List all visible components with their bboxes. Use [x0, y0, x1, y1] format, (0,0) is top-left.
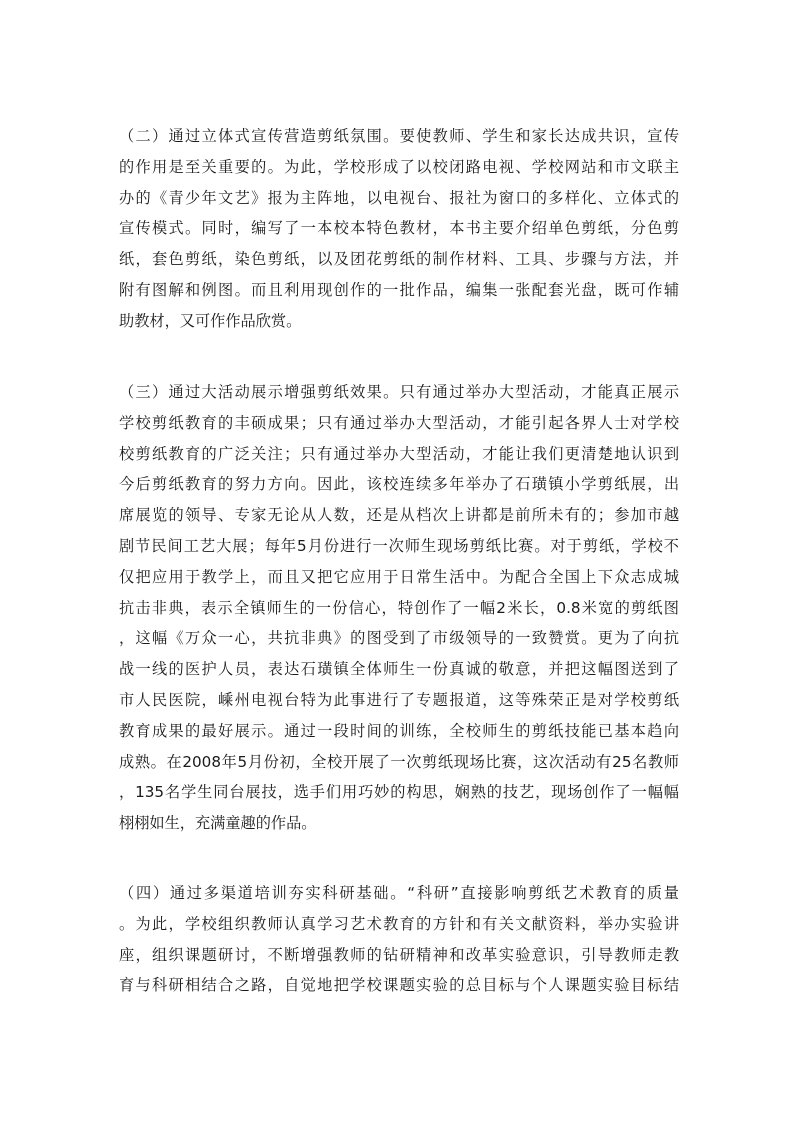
paragraph-3-activities — [119, 377, 679, 839]
paragraph-4-research — [119, 878, 679, 1001]
text-line: 育与科研相结合之路，自觉地把学校课题实验的总目标与个人课题实验目标结 — [119, 976, 679, 995]
text-line-last: 栩栩如生，充满童趣的作品。 — [119, 814, 317, 833]
text-line: 席展览的领导、专家无论从人数，还是从档次上讲都是前所未有的；参加市越 — [119, 506, 679, 525]
text-line: 校剪纸教育的广泛关注；只有通过举办大型活动，才能让我们更清楚地认识到 — [119, 444, 679, 463]
text-line: 办的《青少年文艺》报为主阵地，以电视台、报社为窗口的多样化、立体式的 — [119, 188, 679, 207]
text-line: 。为此，学校组织教师认真学习艺术教育的方针和有关文献资料，举办实验讲 — [119, 914, 679, 933]
text-line: ，这幅《万众一心，共抗非典》的图受到了市级领导的一致赞赏。更为了向抗 — [119, 629, 679, 648]
text-line: ，135名学生同台展技，选手们用巧妙的构思，娴熟的技艺，现场创作了一幅幅 — [119, 783, 679, 802]
text-line: 市人民医院，嵊州电视台特为此事进行了专题报道，这等殊荣正是对学校剪纸 — [119, 690, 679, 709]
text-line: 座，组织课题研讨，不断增强教师的钻研精神和改革实验意识，引导教师走教 — [119, 945, 679, 964]
text-line-last: 助教材，又可作作品欣赏。 — [119, 311, 302, 330]
text-line: 仅把应用于教学上，而且又把它应用于日常生活中。为配合全国上下众志成城 — [119, 567, 679, 586]
text-line: 今后剪纸教育的努力方向。因此，该校连续多年举办了石璜镇小学剪纸展，出 — [119, 475, 679, 494]
text-line: 的作用是至关重要的。为此，学校形成了以校闭路电视、学校网站和市文联主 — [119, 157, 679, 176]
text-line: 宣传模式。同时，编写了一本校本特色教材，本书主要介绍单色剪纸，分色剪 — [119, 219, 679, 238]
text-line: 抗击非典，表示全镇师生的一份信心，特创作了一幅2米长，0.8米宽的剪纸图 — [119, 598, 679, 617]
text-line: （三）通过大活动展示增强剪纸效果。只有通过举办大型活动，才能真正展示 — [119, 383, 679, 401]
paragraph-2-publicity — [119, 121, 679, 337]
text-line: 教育成果的最好展示。通过一段时间的训练，全校师生的剪纸技能已基本趋向 — [119, 721, 679, 740]
text-line: 附有图解和例图。而且利用现创作的一批作品，编集一张配套光盘，既可作辅 — [119, 280, 679, 299]
text-line: （四）通过多渠道培训夯实科研基础。“科研”直接影响剪纸艺术教育的质量 — [119, 884, 679, 902]
text-line: 战一线的医护人员，表达石璜镇全体师生一份真诚的敬意，并把这幅图送到了 — [119, 660, 679, 679]
text-line: 学校剪纸教育的丰硕成果；只有通过举办大型活动，才能引起各界人士对学校 — [119, 413, 679, 432]
text-line: （二）通过立体式宣传营造剪纸氛围。要使教师、学生和家长达成共识，宣传 — [119, 127, 679, 145]
text-line: 成熟。在2008年5月份初，全校开展了一次剪纸现场比赛，这次活动有25名教师 — [119, 752, 679, 771]
text-line: 纸，套色剪纸，染色剪纸，以及团花剪纸的制作材料、工具、步骤与方法，并 — [119, 250, 679, 269]
text-line: 剧节民间工艺大展；每年5月份进行一次师生现场剪纸比赛。对于剪纸，学校不 — [119, 536, 679, 555]
